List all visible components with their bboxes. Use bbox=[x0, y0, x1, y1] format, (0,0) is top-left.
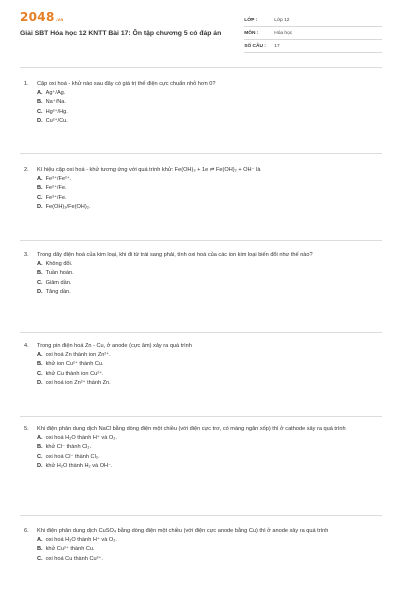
info-row-count bbox=[244, 40, 382, 53]
option-text: khử Cu thành ion Cu²⁺. bbox=[45, 370, 104, 377]
option-b[interactable] bbox=[37, 98, 380, 107]
info-row-class bbox=[244, 14, 382, 27]
option-text: Ag⁺/Ag. bbox=[45, 89, 66, 96]
option-c[interactable] bbox=[37, 108, 380, 117]
option-letter: A. bbox=[37, 434, 43, 441]
question-5 bbox=[24, 425, 380, 472]
option-text: oxi hoá H₂O thành H⁺ và O₂. bbox=[45, 434, 117, 441]
option-text: oxi hoá ion Zn²⁺ thành Zn. bbox=[45, 380, 111, 387]
option-c[interactable] bbox=[37, 370, 380, 379]
option-letter: D. bbox=[37, 289, 43, 296]
question-4 bbox=[24, 342, 380, 389]
document-title: Giải SBT Hóa học 12 KNTT Bài 17: Ôn tập chương 5 có đáp án bbox=[20, 30, 222, 37]
question-number: 6. bbox=[24, 528, 29, 534]
question-text: Khi điện phân dung dịch NaCl bằng dòng điện một chiều (với điện cực trơ, có màng ngăn xốp) thì ở cathode xảy ra quá trình bbox=[37, 426, 346, 432]
question-divider bbox=[20, 416, 382, 417]
option-text: Fe(OH)₃/Fe(OH)₂. bbox=[45, 204, 91, 211]
question-3 bbox=[24, 251, 380, 298]
info-label: SỐ CÂU : bbox=[244, 43, 266, 49]
info-table bbox=[244, 14, 382, 64]
question-6 bbox=[24, 527, 380, 564]
option-letter: C. bbox=[37, 555, 43, 562]
option-letter: B. bbox=[37, 270, 43, 277]
question-text: Khi điện phân dung dịch CuSO₄ bằng dòng điện một chiều (với điện cực anode bằng Cu) thì ở anode xảy ra quá trình bbox=[37, 528, 329, 534]
question-text: Cặp oxi hoá - khử nào sau đây có giá trị thế điện cực chuẩn nhỏ hơn 0? bbox=[37, 81, 216, 87]
option-text: khử Cu²⁺ thành Cu. bbox=[45, 546, 95, 553]
option-a[interactable] bbox=[37, 351, 380, 360]
option-letter: D. bbox=[37, 204, 43, 211]
option-letter: B. bbox=[37, 546, 43, 553]
option-text: Tăng dần. bbox=[45, 289, 71, 296]
option-c[interactable] bbox=[37, 453, 380, 462]
option-b[interactable] bbox=[37, 269, 380, 278]
question-divider bbox=[20, 240, 382, 241]
info-label: LỚP : bbox=[244, 17, 258, 23]
option-letter: C. bbox=[37, 370, 43, 377]
option-letter: B. bbox=[37, 185, 43, 192]
option-text: Hg²⁺/Hg. bbox=[45, 108, 68, 115]
option-text: Na⁺/Na. bbox=[45, 99, 66, 106]
option-c[interactable] bbox=[37, 555, 380, 564]
option-letter: A. bbox=[37, 260, 43, 267]
option-letter: A. bbox=[37, 89, 43, 96]
question-2 bbox=[24, 166, 380, 213]
logo-text: 2048 bbox=[20, 10, 55, 24]
question-number: 1. bbox=[24, 81, 29, 87]
option-a[interactable] bbox=[37, 536, 380, 545]
option-text: oxi hoá Zn thành ion Zn²⁺. bbox=[45, 351, 111, 358]
info-value: 17 bbox=[274, 43, 280, 49]
question-divider bbox=[20, 332, 382, 333]
question-1 bbox=[24, 80, 380, 127]
info-row-subject bbox=[244, 27, 382, 40]
header-left bbox=[20, 10, 244, 64]
option-letter: B. bbox=[37, 444, 43, 451]
question-number: 5. bbox=[24, 426, 29, 432]
question-text: Trong dãy điện hoá của kim loại, khi đi từ trái sang phải, tính oxi hoá của các ion kim loại biến đổi như thế nào? bbox=[37, 252, 313, 258]
option-text: Tuần hoàn. bbox=[45, 270, 74, 277]
option-letter: D. bbox=[37, 463, 43, 470]
option-c[interactable] bbox=[37, 279, 380, 288]
question-divider bbox=[20, 515, 382, 516]
info-value: Lớp 12 bbox=[274, 17, 290, 23]
question-number: 4. bbox=[24, 343, 29, 349]
option-c[interactable] bbox=[37, 194, 380, 203]
option-text: Cu²⁺/Cu. bbox=[45, 118, 68, 125]
question-number: 2. bbox=[24, 167, 29, 173]
option-text: oxi hoá H₂O thành H⁺ và O₂. bbox=[45, 536, 117, 543]
option-a[interactable] bbox=[37, 434, 380, 443]
option-text: Fe³⁺/Fe²⁺. bbox=[45, 175, 72, 182]
document-header bbox=[20, 10, 382, 64]
option-d[interactable] bbox=[37, 379, 380, 388]
option-d[interactable] bbox=[37, 117, 380, 126]
option-b[interactable] bbox=[37, 360, 380, 369]
question-number: 3. bbox=[24, 252, 29, 258]
option-d[interactable] bbox=[37, 462, 380, 471]
option-letter: D. bbox=[37, 380, 43, 387]
info-value: Hóa học bbox=[274, 30, 293, 36]
option-text: Không đổi. bbox=[45, 260, 73, 267]
option-letter: C. bbox=[37, 453, 43, 460]
logo-suffix: .vn bbox=[55, 17, 64, 22]
option-letter: A. bbox=[37, 536, 43, 543]
option-letter: A. bbox=[37, 175, 43, 182]
option-letter: C. bbox=[37, 108, 43, 115]
option-d[interactable] bbox=[37, 203, 380, 212]
option-text: oxi hoá Cl⁻ thành Cl₂. bbox=[45, 453, 100, 460]
question-divider bbox=[20, 153, 382, 154]
option-text: khử ion Cu²⁺ thành Cu. bbox=[45, 361, 104, 368]
option-b[interactable] bbox=[37, 545, 380, 554]
option-letter: A. bbox=[37, 351, 43, 358]
site-logo[interactable] bbox=[20, 10, 244, 24]
info-label: MÔN : bbox=[244, 30, 259, 36]
option-a[interactable] bbox=[37, 175, 380, 184]
option-letter: B. bbox=[37, 99, 43, 106]
option-text: khử H₂O thành H₂ và OH⁻. bbox=[45, 463, 113, 470]
option-letter: D. bbox=[37, 118, 43, 125]
option-letter: B. bbox=[37, 361, 43, 368]
option-letter: C. bbox=[37, 279, 43, 286]
option-b[interactable] bbox=[37, 184, 380, 193]
option-letter: C. bbox=[37, 194, 43, 201]
question-text: Kí hiệu cặp oxi hoá - khử tương ứng với quá trình khử: Fe(OH)₃ + 1e ⇌ Fe(OH)₂ + OH⁻ là bbox=[37, 167, 261, 173]
option-text: Fe²⁺/Fe. bbox=[45, 185, 67, 192]
option-b[interactable] bbox=[37, 443, 380, 452]
option-text: oxi hoá Cu thành Cu²⁺. bbox=[45, 555, 103, 562]
option-a[interactable] bbox=[37, 260, 380, 269]
option-d[interactable] bbox=[37, 288, 380, 297]
option-text: Fe³⁺/Fe. bbox=[45, 194, 67, 201]
option-text: khử Cl⁻ thành Cl₂. bbox=[45, 444, 92, 451]
section-divider bbox=[20, 67, 382, 68]
question-text: Trong pin điện hoá Zn - Cu, ở anode (cực âm) xảy ra quá trình bbox=[37, 343, 192, 349]
option-a[interactable] bbox=[37, 89, 380, 98]
option-text: Giảm dần. bbox=[45, 279, 72, 286]
